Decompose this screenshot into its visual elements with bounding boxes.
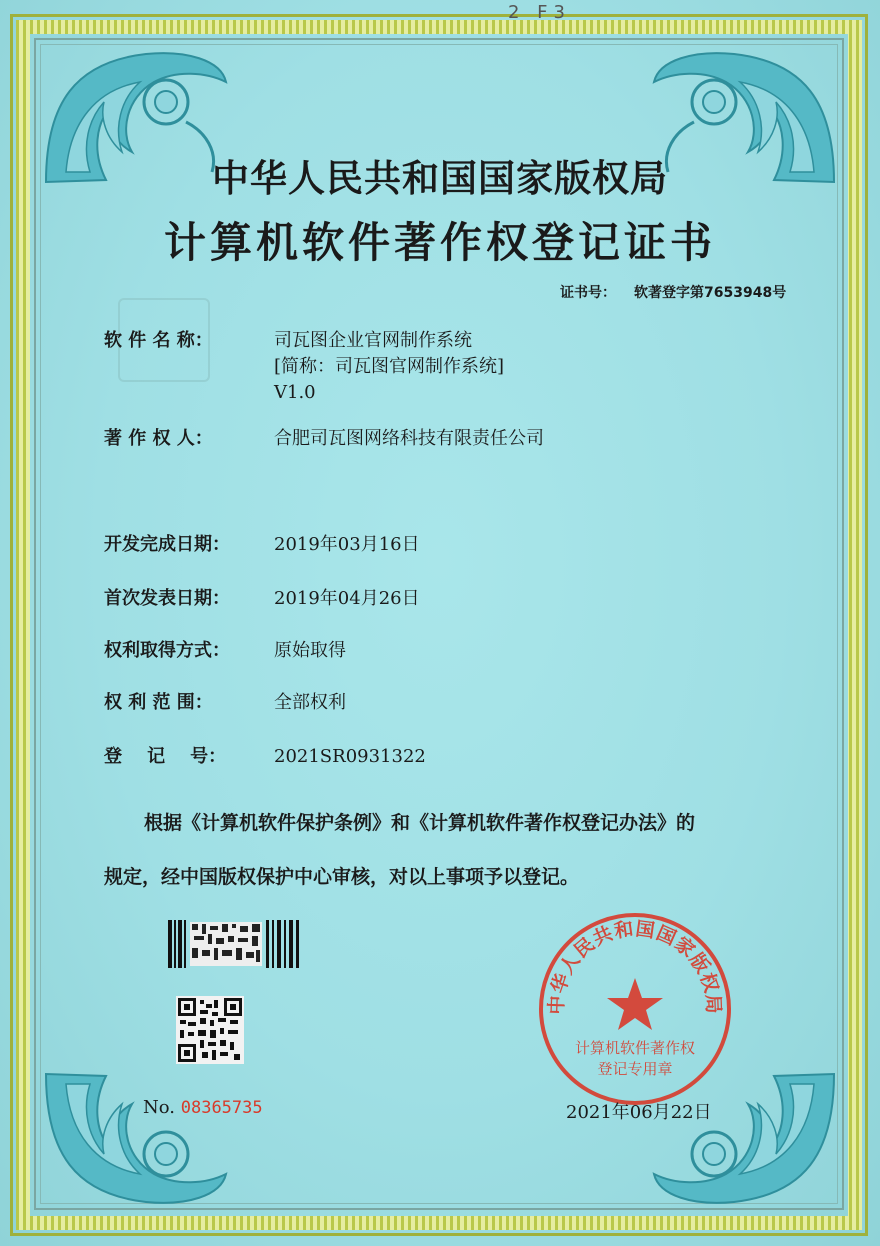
serial-number: 08365735 (180, 1098, 263, 1118)
scope-value: 全部权利 (274, 692, 346, 713)
registration-label: 登 记 号： (104, 746, 227, 767)
pub-date-value: 2019年04月26日 (274, 588, 420, 609)
cert-no-label: 证书号： (560, 285, 616, 301)
software-name-line2: [简称：司瓦图官网制作系统] (274, 356, 505, 377)
barcode (168, 920, 300, 968)
issue-date: 2021年06月22日 (566, 1102, 712, 1123)
software-name-value (274, 328, 504, 406)
acquisition-label: 权利取得方式： (104, 640, 230, 661)
official-red-seal (536, 910, 734, 1108)
pub-date-label: 首次发表日期： (104, 588, 230, 609)
registration-value: 2021SR0931322 (274, 746, 426, 767)
owner-value: 合肥司瓦图网络科技有限责任公司 (274, 428, 544, 449)
qr-code (176, 996, 244, 1064)
software-name-line3: V1.0 (274, 382, 316, 403)
certificate-serial (143, 1097, 263, 1118)
corner-ornament-bottom-left (36, 1064, 236, 1214)
seal-line1: 计算机软件著作权 (574, 1039, 696, 1057)
handwritten-note: 2 F3 (508, 2, 571, 23)
software-name-label: 软 件 名 称： (104, 330, 213, 351)
statement-line1: 根据《计算机软件保护条例》和《计算机软件著作权登记办法》的 (144, 812, 696, 834)
software-name-line1: 司瓦图企业官网制作系统 (274, 330, 472, 351)
owner-label: 著 作 权 人： (104, 428, 213, 449)
seal-line2: 登记专用章 (597, 1060, 673, 1078)
statement-line2: 规定，经中国版权保护中心审核，对以上事项予以登记。 (104, 866, 580, 888)
scope-label: 权 利 范 围： (104, 692, 213, 713)
seal-ring-text: 中华人民共和国国家版权局 (545, 917, 725, 1015)
dev-date-label: 开发完成日期： (104, 534, 230, 555)
acquisition-value: 原始取得 (274, 640, 346, 661)
serial-label: No. (143, 1097, 175, 1118)
dev-date-value: 2019年03月16日 (274, 534, 420, 555)
issuing-authority: 中华人民共和国国家版权局 (212, 157, 668, 200)
certificate-title: 计算机软件著作权登记证书 (163, 218, 716, 267)
certificate-number (560, 282, 804, 302)
cert-no-value: 软著登字第7653948号 (634, 285, 787, 301)
